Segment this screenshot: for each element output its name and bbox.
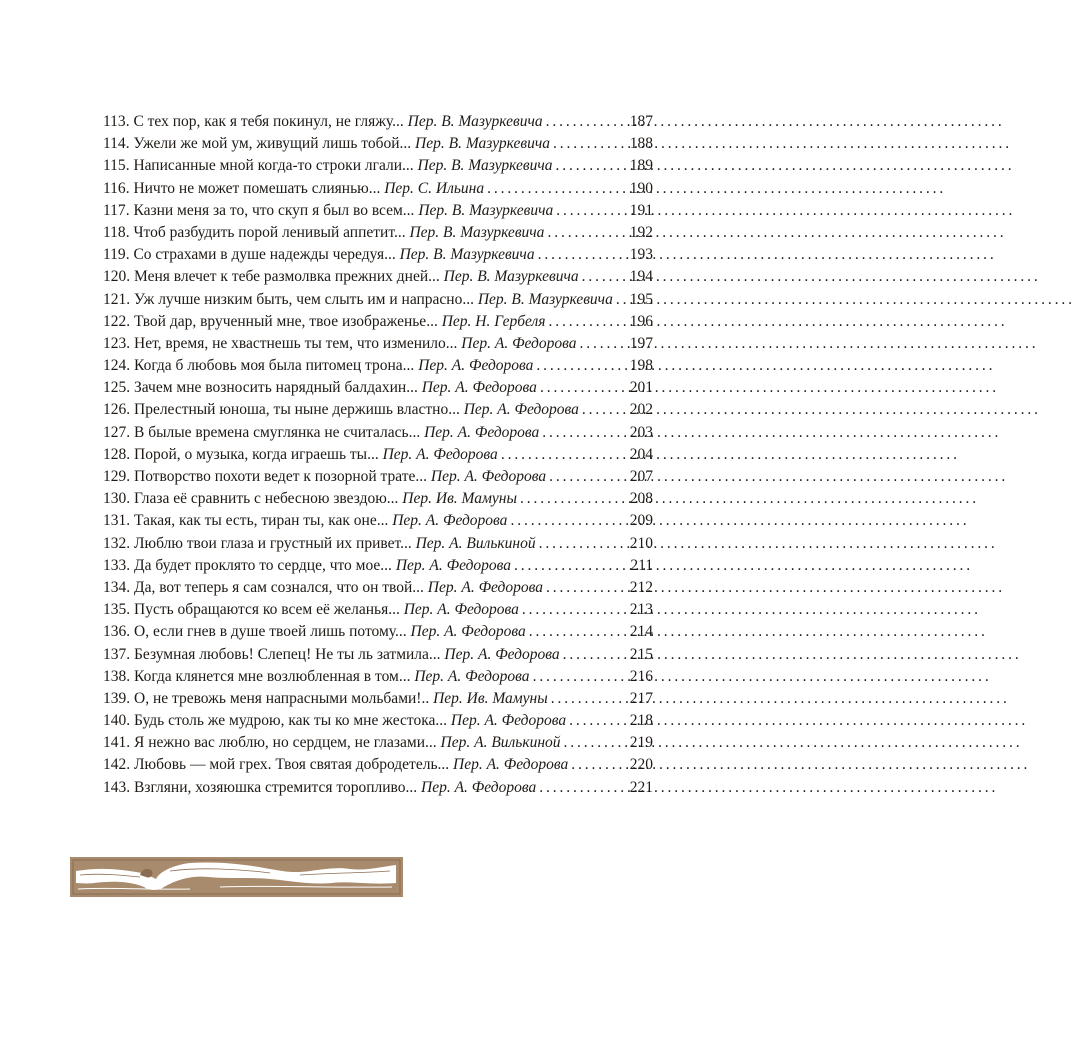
toc-entry: [103, 599, 653, 621]
entry-translator: Пер. А. Федорова: [392, 512, 508, 530]
entry-title: Ничто не может помешать слиянью...: [133, 179, 381, 197]
entry-title: Чтоб разбудить порой ленивый аппетит...: [133, 223, 406, 241]
entry-number: 133 .: [103, 555, 134, 577]
dot-leader: [568, 754, 627, 776]
dot-leader: [566, 710, 627, 732]
toc-entry: [103, 399, 653, 421]
entry-title: Уж лучше низким быть, чем слыть им и напрасно...: [134, 290, 474, 308]
entry-number: 128 .: [103, 444, 134, 466]
entry-title: Зачем мне возносить нарядный балдахин...: [134, 379, 418, 397]
entry-page-number: 193: [629, 246, 653, 264]
entry-title: Взгляни, хозяюшка стремится торопливо...: [134, 778, 418, 796]
entry-title: В былые времена смуглянка не считалась...: [134, 423, 421, 441]
entry-number: 124 .: [103, 355, 134, 377]
entry-translator: Пер. В. Мазуркевича: [417, 157, 553, 175]
toc-entry: [103, 577, 653, 599]
entry-title: Нет, время, не хвастнешь ты тем, что изменило...: [134, 334, 458, 352]
entry-title: Ужели же мой ум, живущий лишь тобой...: [133, 135, 412, 153]
entry-number: 114 .: [103, 133, 133, 155]
entry-title: Да, вот теперь я сам сознался, что он твой...: [134, 578, 424, 596]
entry-number: 122 .: [103, 311, 134, 333]
entry-title: Будь столь же мудрою, как ты ко мне жестока...: [134, 712, 447, 730]
entry-translator: Пер. В. Мазуркевича: [443, 268, 579, 286]
toc-entry: [103, 200, 653, 222]
dot-leader: [544, 222, 626, 244]
toc-entry: [103, 621, 653, 643]
toc-entry: [103, 178, 653, 200]
entry-translator: Пер. Ив. Мамуны: [402, 490, 517, 508]
entry-number: 115 .: [103, 155, 133, 177]
entry-number: 119 .: [103, 244, 133, 266]
entry-page-number: 218: [629, 712, 653, 730]
entry-page-number: 211: [630, 556, 653, 574]
entry-page-number: 212: [629, 578, 653, 596]
dot-leader: [543, 577, 627, 599]
entry-number: 120 .: [103, 266, 134, 288]
entry-number: 137 .: [103, 644, 134, 666]
dot-leader: [543, 111, 627, 133]
entry-page-number: 192: [629, 223, 653, 241]
toc-entry: [103, 466, 653, 488]
entry-number: 142 .: [103, 754, 134, 776]
entry-title: Когда б любовь моя была питомец трона...: [134, 357, 415, 375]
dot-leader: [484, 178, 627, 200]
entry-title: Любовь — мой грех. Твоя святая добродетель...: [134, 756, 450, 774]
entry-title: Люблю твои глаза и грустный их привет...: [134, 534, 412, 552]
entry-number: 140 .: [103, 710, 134, 732]
entry-translator: Пер. А. Федорова: [410, 623, 526, 641]
toc-entry: [103, 133, 653, 155]
entry-page-number: 216: [629, 667, 653, 685]
dot-leader: [507, 510, 626, 532]
toc-entry: [103, 155, 653, 177]
entry-translator: Пер. А. Вилькиной: [440, 734, 561, 752]
toc-entry: [103, 244, 653, 266]
entry-translator: Пер. С. Ильина: [384, 179, 485, 197]
entry-page-number: 191: [629, 201, 653, 219]
dot-leader: [613, 289, 627, 311]
entry-translator: Пер. А. Федорова: [382, 445, 498, 463]
entry-translator: Пер. А. Федорова: [450, 712, 567, 730]
entry-number: 143 .: [103, 777, 134, 799]
toc-entry: [103, 422, 653, 444]
entry-number: 135 .: [103, 599, 134, 621]
entry-page-number: 190: [629, 179, 653, 197]
dot-leader: [535, 244, 627, 266]
dot-leader: [560, 644, 627, 666]
toc-entry: [103, 510, 653, 532]
dot-leader: [517, 488, 627, 510]
entry-number: 131 .: [103, 510, 134, 532]
entry-number: 127 .: [103, 422, 134, 444]
dot-leader: [550, 133, 627, 155]
entry-number: 125 .: [103, 377, 134, 399]
entry-page-number: 201: [629, 379, 653, 397]
entry-title: Со страхами в душе надежды чередуя...: [133, 246, 396, 264]
entry-page-number: 208: [629, 490, 653, 508]
entry-translator: Пер. Ив. Мамуны: [433, 689, 548, 707]
entry-title: С тех пор, как я тебя покинул, не гляжу...: [133, 113, 404, 130]
entry-page-number: 214: [629, 623, 653, 641]
toc-entry: [103, 377, 653, 399]
dot-leader: [519, 599, 627, 621]
toc-entry: [103, 289, 653, 311]
toc-entry: [103, 488, 653, 510]
entry-translator: Пер. А. Федорова: [427, 578, 543, 596]
entry-number: 132 .: [103, 533, 134, 555]
toc-entry: [103, 710, 653, 732]
entry-number: 141 .: [103, 732, 134, 754]
dot-leader: [552, 155, 626, 177]
toc-entry: [103, 111, 653, 133]
entry-translator: Пер. А. Федорова: [453, 756, 569, 774]
entry-number: 129 .: [103, 466, 134, 488]
entry-page-number: 195: [629, 290, 653, 308]
entry-page-number: 188: [629, 135, 653, 153]
table-of-contents: [103, 111, 653, 799]
entry-title: Твой дар, врученный мне, твое изображенье...: [134, 312, 438, 330]
dot-leader: [577, 333, 627, 355]
entry-title: Казни меня за то, что скуп я был во всем...: [133, 201, 415, 219]
entry-page-number: 194: [629, 268, 653, 286]
entry-number: 123 .: [103, 333, 134, 355]
entry-title: Когда клянется мне возлюбленная в том...: [134, 667, 411, 685]
toc-entry: [103, 644, 653, 666]
dot-leader: [548, 688, 627, 710]
entry-translator: Пер. А. Федорова: [444, 645, 560, 663]
entry-title: Пусть обращаются ко всем её желанья...: [134, 601, 400, 619]
toc-entry: [103, 533, 653, 555]
entry-translator: Пер. А. Вилькиной: [415, 534, 536, 552]
entry-title: Написанные мной когда-то строки лгали...: [133, 157, 414, 175]
entry-translator: Пер. В. Мазуркевича: [407, 113, 543, 130]
entry-translator: Пер. Н. Гербеля: [441, 312, 546, 330]
entry-translator: Пер. В. Мазуркевича: [415, 135, 551, 153]
dot-leader: [537, 377, 627, 399]
dot-leader: [579, 266, 627, 288]
entry-page-number: 209: [629, 512, 653, 530]
dot-leader: [545, 311, 626, 333]
entry-page-number: 217: [629, 689, 653, 707]
entry-number: 134 .: [103, 577, 134, 599]
dot-leader: [498, 444, 627, 466]
entry-number: 139 .: [103, 688, 134, 710]
entry-title: Такая, как ты есть, тиран ты, как оне...: [134, 512, 389, 530]
entry-title: О, если гнев в душе твоей лишь потому...: [134, 623, 407, 641]
dot-leader: [561, 732, 627, 754]
toc-entry: [103, 444, 653, 466]
entry-number: 138 .: [103, 666, 134, 688]
entry-number: 118 .: [103, 222, 133, 244]
entry-number: 136 .: [103, 621, 134, 643]
entry-translator: Пер. А. Федорова: [430, 468, 547, 485]
entry-translator: Пер. А. Федорова: [421, 778, 537, 796]
landscape-vignette-icon: [70, 857, 403, 897]
dot-leader: [536, 777, 627, 799]
toc-entry: [103, 688, 653, 710]
dot-leader: [579, 399, 627, 421]
entry-page-number: 202: [629, 401, 653, 419]
entry-page-number: 203: [629, 423, 653, 441]
entry-title: Меня влечет к тебе размолвка прежних дней...: [134, 268, 440, 286]
toc-entry: [103, 311, 653, 333]
entry-translator: Пер. А. Федорова: [461, 334, 577, 352]
entry-number: 121 .: [103, 289, 134, 311]
entry-number: 117 .: [103, 200, 133, 222]
entry-translator: Пер. А. Федорова: [414, 667, 530, 685]
entry-translator: Пер. В. Мазуркевича: [399, 246, 535, 264]
entry-translator: Пер. А. Федорова: [421, 379, 537, 397]
toc-entry: [103, 333, 653, 355]
toc-entry: [103, 754, 653, 776]
entry-translator: Пер. А. Федорова: [403, 601, 519, 619]
entry-number: 113 .: [103, 111, 133, 133]
entry-page-number: 207: [629, 468, 653, 485]
entry-page-number: 219: [629, 734, 653, 752]
entry-number: 130 .: [103, 488, 134, 510]
entry-translator: Пер. А. Федорова: [424, 423, 540, 441]
toc-entry: [103, 555, 653, 577]
entry-page-number: 210: [629, 534, 653, 552]
dot-leader: [536, 533, 627, 555]
toc-entry: [103, 266, 653, 288]
toc-entry: [103, 732, 653, 754]
entry-title: Прелестный юноша, ты ныне держишь властно...: [134, 401, 460, 419]
entry-page-number: 204: [629, 445, 653, 463]
dot-leader: [511, 555, 627, 577]
dot-leader: [539, 422, 626, 444]
entry-translator: Пер. В. Мазуркевича: [477, 290, 613, 308]
entry-title: Потворство похоти ведет к позорной трате...: [134, 468, 428, 485]
entry-page-number: 187: [629, 113, 653, 130]
entry-page-number: 220: [629, 756, 653, 774]
dot-leader: [526, 621, 627, 643]
entry-page-number: 197: [629, 334, 653, 352]
entry-page-number: 213: [629, 601, 653, 619]
entry-title: Порой, о музыка, когда играешь ты...: [134, 445, 379, 463]
toc-entry: [103, 355, 653, 377]
dot-leader: [533, 355, 626, 377]
entry-title: Глаза её сравнить с небесною звездою...: [134, 490, 399, 508]
toc-entry: [103, 777, 653, 799]
entry-page-number: 196: [629, 312, 653, 330]
entry-translator: Пер. А. Федорова: [395, 556, 512, 574]
entry-title: Да будет проклято то сердце, что мое...: [134, 556, 392, 574]
entry-translator: Пер. В. Мазуркевича: [409, 223, 545, 241]
entry-translator: Пер. А. Федорова: [463, 401, 579, 419]
entry-translator: Пер. В. Мазуркевича: [418, 201, 554, 219]
dot-leader: [546, 466, 627, 488]
entry-translator: Пер. А. Федорова: [418, 357, 534, 375]
entry-number: 116 .: [103, 178, 133, 200]
entry-title: Безумная любовь! Слепец! Не ты ль затмила...: [134, 645, 441, 663]
dot-leader: [553, 200, 626, 222]
dot-leader: [530, 666, 627, 688]
entry-title: О, не тревожь меня напрасными мольбами!..: [134, 689, 430, 707]
toc-entry: [103, 666, 653, 688]
entry-title: Я нежно вас люблю, но сердцем, не глазами...: [134, 734, 437, 752]
entry-number: 126 .: [103, 399, 134, 421]
entry-page-number: 221: [629, 778, 653, 796]
entry-page-number: 215: [629, 645, 653, 663]
entry-page-number: 189: [629, 157, 653, 175]
entry-page-number: 198: [629, 357, 653, 375]
toc-entry: [103, 222, 653, 244]
